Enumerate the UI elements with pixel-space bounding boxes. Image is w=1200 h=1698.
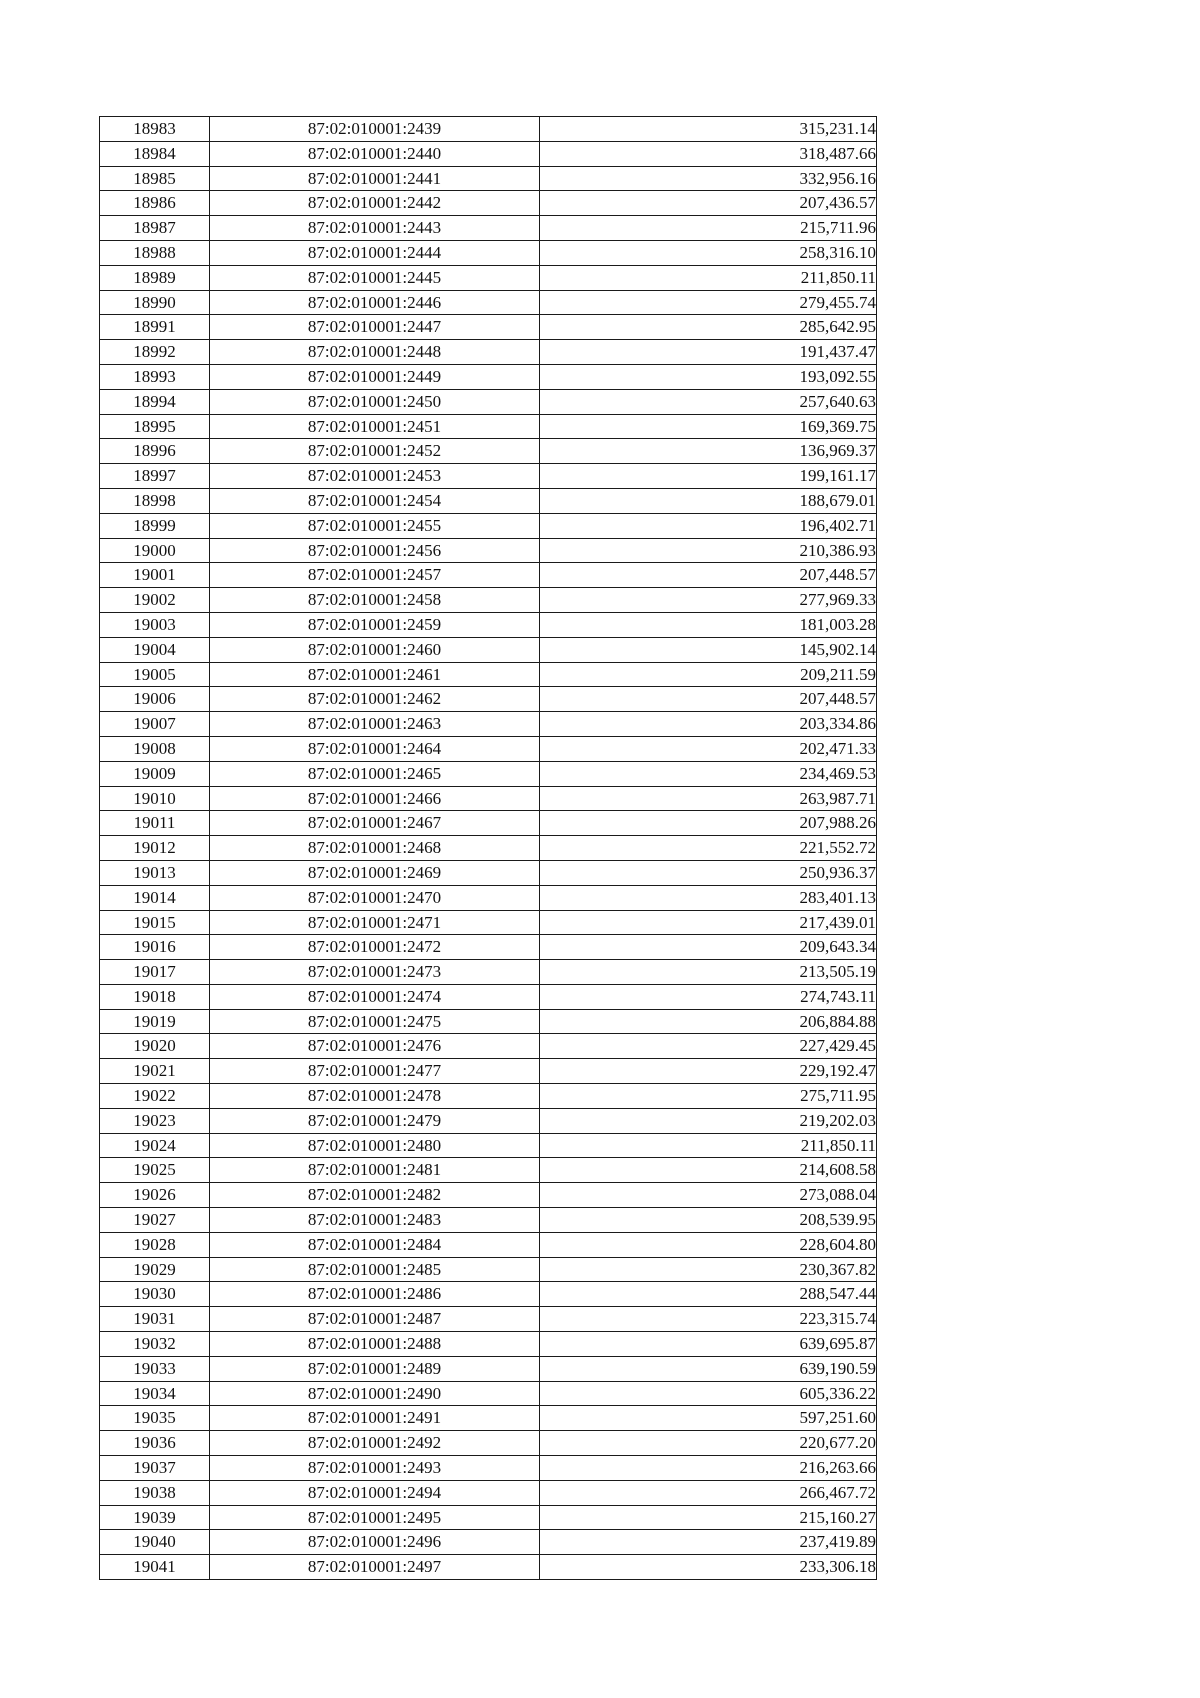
table-row [100,1009,877,1034]
table-row [100,588,877,613]
cadastral-value-cell: 216,263.66 [540,1456,877,1481]
row-number-cell: 18983 [100,117,210,142]
table-row [100,290,877,315]
cadastral-number-cell: 87:02:010001:2480 [210,1133,540,1158]
cadastral-value-cell: 208,539.95 [540,1208,877,1233]
table-row [100,1084,877,1109]
row-number-cell: 18997 [100,464,210,489]
cadastral-number-cell: 87:02:010001:2461 [210,662,540,687]
table-row [100,315,877,340]
row-number-cell: 19037 [100,1456,210,1481]
table-row [100,1332,877,1357]
cadastral-number-cell: 87:02:010001:2491 [210,1406,540,1431]
cadastral-number-cell: 87:02:010001:2469 [210,860,540,885]
row-number-cell: 19015 [100,910,210,935]
table-row [100,1282,877,1307]
cadastral-value-cell: 277,969.33 [540,588,877,613]
cadastral-value-cell: 217,439.01 [540,910,877,935]
row-number-cell: 19004 [100,637,210,662]
row-number-cell: 18994 [100,389,210,414]
row-number-cell: 18987 [100,216,210,241]
cadastral-number-cell: 87:02:010001:2490 [210,1381,540,1406]
row-number-cell: 18996 [100,439,210,464]
table-row [100,1257,877,1282]
cadastral-number-cell: 87:02:010001:2443 [210,216,540,241]
cadastral-number-cell: 87:02:010001:2488 [210,1332,540,1357]
row-number-cell: 18985 [100,166,210,191]
cadastral-value-cell: 597,251.60 [540,1406,877,1431]
cadastral-value-cell: 211,850.11 [540,265,877,290]
table-row [100,1208,877,1233]
row-number-cell: 19038 [100,1480,210,1505]
row-number-cell: 19039 [100,1505,210,1530]
cadastral-number-cell: 87:02:010001:2496 [210,1530,540,1555]
cadastral-number-cell: 87:02:010001:2460 [210,637,540,662]
table-row [100,1356,877,1381]
cadastral-number-cell: 87:02:010001:2466 [210,786,540,811]
cadastral-value-cell: 191,437.47 [540,340,877,365]
row-number-cell: 19014 [100,885,210,910]
row-number-cell: 19031 [100,1307,210,1332]
cadastral-value-cell: 266,467.72 [540,1480,877,1505]
table-row [100,637,877,662]
cadastral-number-cell: 87:02:010001:2453 [210,464,540,489]
cadastral-number-cell: 87:02:010001:2441 [210,166,540,191]
row-number-cell: 19016 [100,935,210,960]
table-row [100,910,877,935]
table-row [100,612,877,637]
cadastral-number-cell: 87:02:010001:2486 [210,1282,540,1307]
cadastral-value-cell: 209,211.59 [540,662,877,687]
table-row [100,960,877,985]
table-row [100,389,877,414]
row-number-cell: 19006 [100,687,210,712]
table-row [100,364,877,389]
cadastral-value-cell: 258,316.10 [540,240,877,265]
cadastral-value-cell: 206,884.88 [540,1009,877,1034]
table-row [100,216,877,241]
row-number-cell: 19034 [100,1381,210,1406]
cadastral-value-cell: 230,367.82 [540,1257,877,1282]
cadastral-value-cell: 288,547.44 [540,1282,877,1307]
cadastral-number-cell: 87:02:010001:2475 [210,1009,540,1034]
cadastral-number-cell: 87:02:010001:2444 [210,240,540,265]
cadastral-number-cell: 87:02:010001:2452 [210,439,540,464]
cadastral-value-cell: 227,429.45 [540,1034,877,1059]
row-number-cell: 19009 [100,761,210,786]
table-row [100,1456,877,1481]
cadastral-number-cell: 87:02:010001:2472 [210,935,540,960]
cadastral-value-cell: 207,448.57 [540,563,877,588]
table-body [100,117,877,1580]
cadastral-number-cell: 87:02:010001:2459 [210,612,540,637]
cadastral-value-cell: 199,161.17 [540,464,877,489]
row-number-cell: 18999 [100,513,210,538]
row-number-cell: 19035 [100,1406,210,1431]
row-number-cell: 18992 [100,340,210,365]
row-number-cell: 19019 [100,1009,210,1034]
row-number-cell: 19011 [100,811,210,836]
row-number-cell: 19033 [100,1356,210,1381]
row-number-cell: 19010 [100,786,210,811]
table-row [100,1480,877,1505]
table-row [100,464,877,489]
cadastral-number-cell: 87:02:010001:2465 [210,761,540,786]
row-number-cell: 18998 [100,488,210,513]
table-row [100,513,877,538]
cadastral-value-cell: 210,386.93 [540,538,877,563]
row-number-cell: 19040 [100,1530,210,1555]
table-row [100,1034,877,1059]
table-row [100,191,877,216]
cadastral-value-cell: 203,334.86 [540,712,877,737]
table-row [100,1232,877,1257]
cadastral-number-cell: 87:02:010001:2485 [210,1257,540,1282]
cadastral-value-cell: 207,988.26 [540,811,877,836]
row-number-cell: 19028 [100,1232,210,1257]
cadastral-number-cell: 87:02:010001:2467 [210,811,540,836]
row-number-cell: 19025 [100,1158,210,1183]
row-number-cell: 19024 [100,1133,210,1158]
table-row [100,240,877,265]
cadastral-number-cell: 87:02:010001:2448 [210,340,540,365]
cadastral-number-cell: 87:02:010001:2446 [210,290,540,315]
cadastral-number-cell: 87:02:010001:2455 [210,513,540,538]
cadastral-value-cell: 273,088.04 [540,1183,877,1208]
cadastral-number-cell: 87:02:010001:2458 [210,588,540,613]
cadastral-value-cell: 213,505.19 [540,960,877,985]
cadastral-number-cell: 87:02:010001:2473 [210,960,540,985]
row-number-cell: 19000 [100,538,210,563]
table-row [100,736,877,761]
table-row [100,786,877,811]
cadastral-value-cell: 263,987.71 [540,786,877,811]
row-number-cell: 18995 [100,414,210,439]
row-number-cell: 19036 [100,1431,210,1456]
table-row [100,1059,877,1084]
cadastral-value-cell: 209,643.34 [540,935,877,960]
cadastral-number-cell: 87:02:010001:2487 [210,1307,540,1332]
row-number-cell: 19013 [100,860,210,885]
row-number-cell: 18993 [100,364,210,389]
row-number-cell: 19029 [100,1257,210,1282]
row-number-cell: 19001 [100,563,210,588]
table-row [100,439,877,464]
cadastral-value-cell: 318,487.66 [540,141,877,166]
cadastral-number-cell: 87:02:010001:2489 [210,1356,540,1381]
cadastral-value-cell: 220,677.20 [540,1431,877,1456]
row-number-cell: 19020 [100,1034,210,1059]
cadastral-number-cell: 87:02:010001:2442 [210,191,540,216]
row-number-cell: 18989 [100,265,210,290]
cadastral-number-cell: 87:02:010001:2463 [210,712,540,737]
cadastral-value-cell: 250,936.37 [540,860,877,885]
cadastral-number-cell: 87:02:010001:2483 [210,1208,540,1233]
cadastral-value-cell: 233,306.18 [540,1555,877,1580]
table-row [100,1307,877,1332]
table-row [100,811,877,836]
table-row [100,340,877,365]
cadastral-value-cell: 207,448.57 [540,687,877,712]
row-number-cell: 19041 [100,1555,210,1580]
cadastral-number-cell: 87:02:010001:2470 [210,885,540,910]
table-row [100,141,877,166]
table-row [100,836,877,861]
cadastral-value-cell: 285,642.95 [540,315,877,340]
cadastral-number-cell: 87:02:010001:2478 [210,1084,540,1109]
row-number-cell: 18986 [100,191,210,216]
table-row [100,662,877,687]
cadastral-number-cell: 87:02:010001:2468 [210,836,540,861]
table-row [100,1381,877,1406]
row-number-cell: 19007 [100,712,210,737]
table-row [100,1108,877,1133]
cadastral-number-cell: 87:02:010001:2481 [210,1158,540,1183]
row-number-cell: 19003 [100,612,210,637]
cadastral-value-cell: 136,969.37 [540,439,877,464]
cadastral-value-cell: 283,401.13 [540,885,877,910]
table-row [100,1530,877,1555]
cadastral-value-cell: 315,231.14 [540,117,877,142]
table-row [100,1183,877,1208]
row-number-cell: 19021 [100,1059,210,1084]
table-row [100,984,877,1009]
cadastral-number-cell: 87:02:010001:2450 [210,389,540,414]
table-row [100,1505,877,1530]
row-number-cell: 19008 [100,736,210,761]
cadastral-value-cell: 196,402.71 [540,513,877,538]
table-row [100,860,877,885]
cadastral-number-cell: 87:02:010001:2457 [210,563,540,588]
cadastral-number-cell: 87:02:010001:2497 [210,1555,540,1580]
row-number-cell: 19018 [100,984,210,1009]
row-number-cell: 19032 [100,1332,210,1357]
cadastral-number-cell: 87:02:010001:2439 [210,117,540,142]
cadastral-value-cell: 274,743.11 [540,984,877,1009]
row-number-cell: 19026 [100,1183,210,1208]
table-row [100,538,877,563]
cadastral-value-cell: 221,552.72 [540,836,877,861]
cadastral-number-cell: 87:02:010001:2456 [210,538,540,563]
table-row [100,761,877,786]
table-row [100,1406,877,1431]
table-row [100,1158,877,1183]
cadastral-value-cell: 332,956.16 [540,166,877,191]
row-number-cell: 19030 [100,1282,210,1307]
cadastral-number-cell: 87:02:010001:2471 [210,910,540,935]
cadastral-value-cell: 214,608.58 [540,1158,877,1183]
cadastral-value-cell: 193,092.55 [540,364,877,389]
cadastral-value-cell: 169,369.75 [540,414,877,439]
cadastral-number-cell: 87:02:010001:2445 [210,265,540,290]
row-number-cell: 19022 [100,1084,210,1109]
cadastral-number-cell: 87:02:010001:2449 [210,364,540,389]
row-number-cell: 19005 [100,662,210,687]
table-row [100,265,877,290]
cadastral-number-cell: 87:02:010001:2474 [210,984,540,1009]
cadastral-number-cell: 87:02:010001:2495 [210,1505,540,1530]
cadastral-number-cell: 87:02:010001:2451 [210,414,540,439]
cadastral-value-cell: 275,711.95 [540,1084,877,1109]
cadastral-number-cell: 87:02:010001:2494 [210,1480,540,1505]
cadastral-value-cell: 279,455.74 [540,290,877,315]
row-number-cell: 19017 [100,960,210,985]
row-number-cell: 19002 [100,588,210,613]
table-row [100,1555,877,1580]
row-number-cell: 18991 [100,315,210,340]
row-number-cell: 18984 [100,141,210,166]
cadastral-value-cell: 223,315.74 [540,1307,877,1332]
table-row [100,563,877,588]
table-row [100,414,877,439]
cadastral-value-cell: 605,336.22 [540,1381,877,1406]
table-row [100,687,877,712]
cadastral-value-cell: 237,419.89 [540,1530,877,1555]
cadastral-value-cell: 215,711.96 [540,216,877,241]
table-row [100,1133,877,1158]
table-row [100,166,877,191]
table-row [100,935,877,960]
row-number-cell: 19012 [100,836,210,861]
cadastral-number-cell: 87:02:010001:2477 [210,1059,540,1084]
cadastral-value-cell: 181,003.28 [540,612,877,637]
cadastral-number-cell: 87:02:010001:2454 [210,488,540,513]
table-row [100,1431,877,1456]
cadastral-value-cell: 229,192.47 [540,1059,877,1084]
cadastral-number-cell: 87:02:010001:2476 [210,1034,540,1059]
cadastral-value-cell: 639,190.59 [540,1356,877,1381]
parcel-value-table [99,116,877,1580]
cadastral-number-cell: 87:02:010001:2440 [210,141,540,166]
cadastral-number-cell: 87:02:010001:2462 [210,687,540,712]
cadastral-number-cell: 87:02:010001:2464 [210,736,540,761]
cadastral-value-cell: 219,202.03 [540,1108,877,1133]
cadastral-value-cell: 188,679.01 [540,488,877,513]
row-number-cell: 18988 [100,240,210,265]
cadastral-value-cell: 234,469.53 [540,761,877,786]
cadastral-number-cell: 87:02:010001:2479 [210,1108,540,1133]
row-number-cell: 19023 [100,1108,210,1133]
cadastral-value-cell: 207,436.57 [540,191,877,216]
cadastral-value-cell: 257,640.63 [540,389,877,414]
table-row [100,488,877,513]
cadastral-value-cell: 215,160.27 [540,1505,877,1530]
cadastral-value-cell: 145,902.14 [540,637,877,662]
cadastral-value-cell: 211,850.11 [540,1133,877,1158]
row-number-cell: 19027 [100,1208,210,1233]
cadastral-number-cell: 87:02:010001:2492 [210,1431,540,1456]
cadastral-number-cell: 87:02:010001:2447 [210,315,540,340]
cadastral-number-cell: 87:02:010001:2493 [210,1456,540,1481]
table-row [100,712,877,737]
row-number-cell: 18990 [100,290,210,315]
table-row [100,885,877,910]
cadastral-value-cell: 639,695.87 [540,1332,877,1357]
table-row [100,117,877,142]
cadastral-value-cell: 228,604.80 [540,1232,877,1257]
cadastral-number-cell: 87:02:010001:2482 [210,1183,540,1208]
cadastral-number-cell: 87:02:010001:2484 [210,1232,540,1257]
cadastral-value-cell: 202,471.33 [540,736,877,761]
